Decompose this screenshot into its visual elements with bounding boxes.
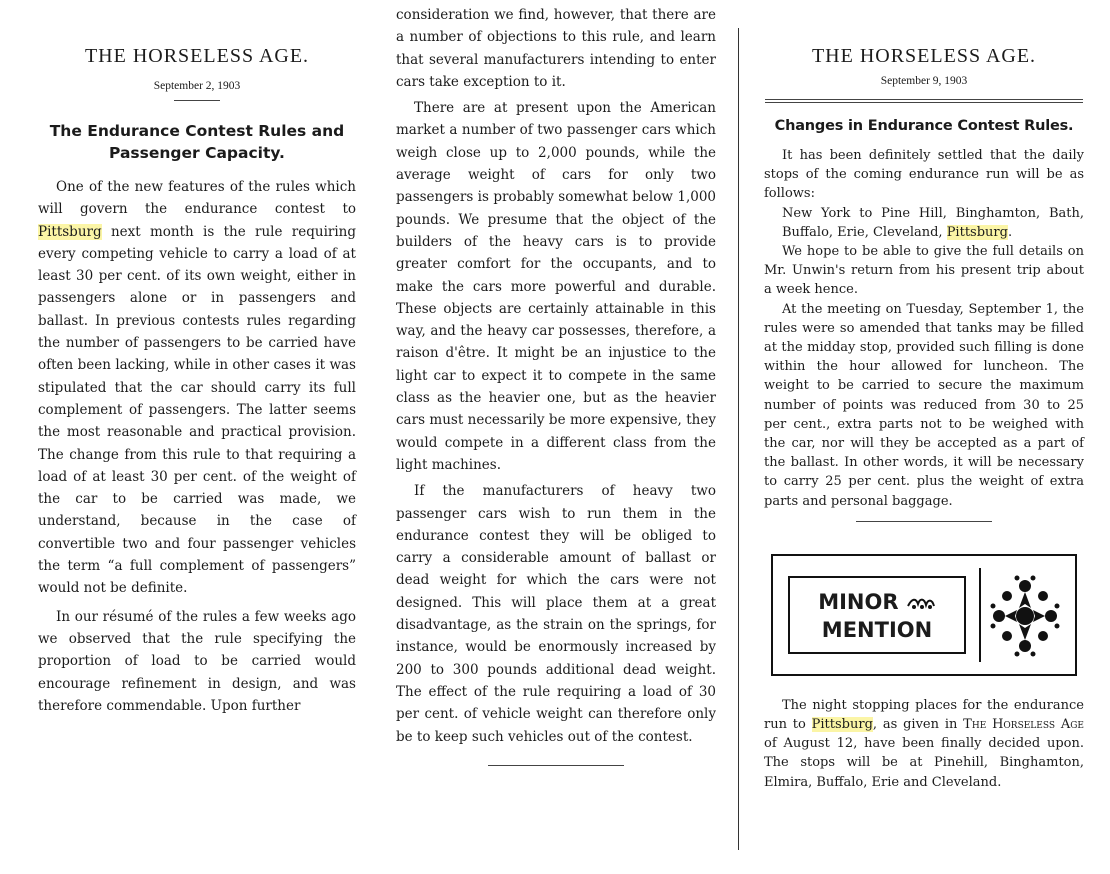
divider-rule (174, 100, 220, 101)
article-paragraph: If the manufacturers of heavy two passenger cars wish to run them in the endurance contest they will be obliged to carry a considerable amount of ballast or dead weight for which the cars were not designed. This will place them at a great disadvantage, as the strain on the springs, for instance, would be enormously increased by 200 to 300 pounds additional dead weight. The effect of the rule requiring a load of 30 per cent. of vehicle weight can therefore only be to keep such vehicles out of the contest. (396, 483, 716, 745)
leaf-ornament-icon (906, 596, 936, 610)
masthead: THE HORSELESS AGE. (84, 45, 310, 67)
minor-mention-line-2: MENTION (821, 617, 933, 642)
paragraph-text: of August 12, have been finally decided upon. The stops will be at Pinehill, Binghamton, Elmira, Buffalo, Erie and Cleveland. (764, 736, 1084, 790)
minor-mention-line-1 (790, 588, 964, 616)
article-paragraph: consideration we find, however, that there are a number of objections to this rule, and learn that several manufacturers intending to enter cars take exception to it. (396, 7, 716, 90)
issue-date: September 2, 1903 (153, 80, 241, 92)
paragraph-text: New York to Pine Hill, Binghamton, Bath, Buffalo, Erie, Cleveland, (782, 205, 1084, 240)
highlighted-search-term: Pittsburg (946, 224, 1008, 240)
article-headline: Changes in Endurance Contest Rules. (774, 118, 1074, 134)
banner-separator (979, 568, 981, 662)
paragraph-text: next month is the rule requiring every competing vehicle to carry a load of at least 30 per cent. of its own weight, either in passengers alone or in passengers and ballast. In previous contests rules regarding the number of passengers to be carried have often been lacking, while in other cases it was stipulated that the car should carry its full complement of passengers. The latter seems the most reasonable and practical provision. The change from this rule to that requiring a load of at least 30 per cent. of the weight of the car to be carried was made, we understand, because in the case of convertible two and four passenger vehicles the term “a full complement of passengers” would not be definite. (38, 223, 356, 597)
highlighted-search-term: Pittsburg (38, 223, 102, 240)
article-paragraph: There are at present upon the American market a number of two passenger cars which weigh close up to 2,000 pounds, while the average weight of cars for only two passengers is probably somewhat below 1,000 pounds. We presume that the object of the builders of the heavy cars is to provide greater comfort for the occupants, and to make the cars more powerful and durable. These objects are certainly attainable in this way, and the heavy car possesses, therefore, a raison d'être. It might be an injustice to the light car to expect it to compete in the same class as the heavier one, but as the heavier cars must necessarily be more expensive, they would compete in a different class from the light machines. (396, 100, 716, 473)
issue-date: September 9, 1903 (880, 75, 968, 87)
fleuron-ornament-icon (987, 572, 1063, 660)
clipping-continuation (396, 0, 716, 766)
article-paragraph (38, 176, 356, 600)
paragraph-text: , as given in (872, 717, 964, 733)
column-divider (738, 28, 739, 850)
minor-mention-banner (771, 554, 1077, 676)
article-paragraph: It has been definitely settled that the daily stops of the coming endurance run will be as follows: (764, 148, 1084, 202)
article-paragraph: At the meeting on Tuesday, September 1, the rules were so amended that tanks may be filled at the midday stop, provided such filling is done within the hour allowed for luncheon. The weight to be carried to secure the maximum number of points was reduced from 30 to 25 per cent., extra parts not to be weighed with the car, nor will they be accepted as a part of the ballast. In other words, it will be necessary to carry 25 per cent. plus the weight of extra parts and personal baggage. (764, 301, 1084, 509)
end-rule (856, 521, 992, 522)
clipping-september-9 (764, 0, 1084, 792)
publication-name: The Horseless Age (963, 717, 1084, 733)
paragraph-text: The night stopping places for the endurance run to (764, 697, 1084, 733)
paragraph-text: . (1007, 224, 1013, 240)
headline-line-1: The Endurance Contest Rules and (49, 122, 345, 140)
headline-line-2: Passenger Capacity. (109, 144, 285, 162)
article-paragraph (764, 696, 1084, 792)
stops-list (764, 204, 1084, 242)
article-paragraph: In our résumé of the rules a few weeks ago we observed that the rule specifying the proportion of load to be carried would encourage refinement in design, and was therefore commendable. Upon further (38, 608, 356, 714)
clipping-september-2 (38, 0, 356, 717)
paragraph-text: One of the new features of the rules which will govern the endurance contest to (38, 179, 356, 218)
masthead: THE HORSELESS AGE. (811, 45, 1037, 67)
minor-mention-title-box (788, 576, 966, 654)
highlighted-search-term: Pittsburg (811, 717, 873, 733)
end-rule (488, 765, 624, 766)
double-rule (765, 99, 1083, 103)
article-headline (38, 120, 356, 164)
banner-word: MINOR (818, 589, 899, 614)
article-paragraph: We hope to be able to give the full details on Mr. Unwin's return from his present trip about a week hence. (764, 244, 1084, 298)
